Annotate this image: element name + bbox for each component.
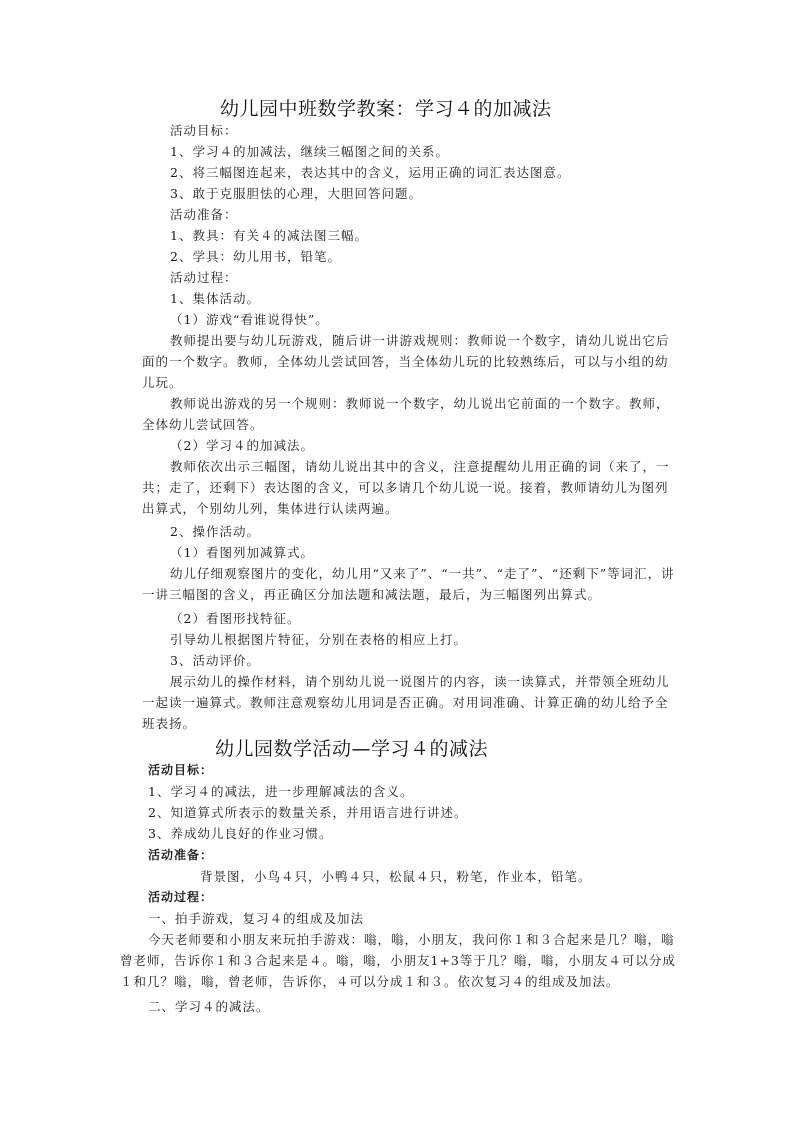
operation-sub-2: （2）看图形找特征。 xyxy=(170,611,301,626)
goal-item-3: 3、敢于克服胆怯的心理，大胆回答问题。 xyxy=(170,186,422,201)
goal-heading: 活动目标： xyxy=(170,123,238,138)
paragraph-5: 引导幼儿根据图片特征，分别在表格的相应上打。 xyxy=(170,632,468,647)
goal2-item-2: 2、知道算式所表示的数量关系，并用语言进行讲述。 xyxy=(148,805,468,820)
paragraph-1: 教师提出要与幼儿玩游戏，随后讲一讲游戏规则：教师说一个数字，请幼儿说出它后面的一个数字。教师，全体幼儿尝试回答，当全体幼儿玩的比较熟练后，可以与小组的幼儿玩。 xyxy=(142,333,670,390)
process-heading: 活动过程： xyxy=(170,270,238,285)
paragraph-2: 教师说出游戏的另一个规则：教师说一个数字，幼儿说出它前面的一个数字。教师，全体幼儿尝试回答。 xyxy=(142,396,670,432)
paragraph-6: 展示幼儿的操作材料，请个别幼儿说一说图片的内容，读一读算式，并带领全班幼儿一起读一遍算式。教师注意观察幼儿用词是否正确。对用词准确、计算正确的幼儿给予全班表扬。 xyxy=(142,674,670,731)
goal-heading-2: 活动目标： xyxy=(148,763,214,777)
step-1: 一、拍手游戏，复习４的组成及加法 xyxy=(148,911,365,926)
game-heading: （1）游戏“看谁说得快”。 xyxy=(170,312,329,327)
prep-item-2: 2、学具：幼儿用书，铅笔。 xyxy=(170,249,341,264)
prep-materials: 背景图，小鸟４只，小鸭４只，松鼠４只，粉笔，作业本，铅笔。 xyxy=(200,869,592,884)
evaluation-heading: 3、活动评价。 xyxy=(170,653,260,668)
process-step-1: 1、集体活动。 xyxy=(170,291,260,306)
lesson-title-2: 幼儿园数学活动—学习４的减法 xyxy=(215,738,489,760)
paragraph-3: 教师依次出示三幅图，请幼儿说出其中的含义，注意提醒幼儿用正确的词（来了，一共；走了，还剩下）表达图的含义，可以多请几个幼儿说一说。接着，教师请幼儿为图列出算式，个别幼儿列，集体进行认读两遍。 xyxy=(142,459,670,516)
operation-sub-1: （1）看图列加减算式。 xyxy=(170,545,314,560)
learn-heading: （2）学习４的加减法。 xyxy=(170,438,314,453)
paragraph-4: 幼儿仔细观察图片的变化，幼儿用“又来了”、“一共”、“走了”、“还剩下”等词汇，讲一讲三幅图的含义，再正确区分加法题和减法题，最后，为三幅图列出算式。 xyxy=(142,566,675,602)
step-2: 二、学习４的减法。 xyxy=(148,999,270,1014)
goal-item-1: 1、学习４的加减法，继续三幅图之间的关系。 xyxy=(170,144,449,159)
lesson-title-1: 幼儿园中班数学教案：学习４的加减法 xyxy=(220,98,552,120)
goal2-item-3: 3、养成幼儿良好的作业习惯。 xyxy=(148,826,333,841)
prep-item-1: 1、教具：有关４的减法图三幅。 xyxy=(170,228,368,243)
process-heading-2: 活动过程： xyxy=(148,890,214,904)
goal2-item-1: 1、学习４的减法，进一步理解减法的含义。 xyxy=(148,784,414,799)
paragraph-game: 今天老师要和小朋友来玩拍手游戏：嗡，嗡，小朋友，我问你１和３合起来是几？嗡，嗡曾老师，告诉你１和３合起来是４。嗡，嗡，小朋友1+3等于几？嗡，嗡，小朋友４可以分成１和几？嗡，嗡，曾老师，告诉你，４可以分成１和３。依次复习４的组成及加法。 xyxy=(120,932,676,989)
prep-heading-2: 活动准备： xyxy=(148,848,214,862)
goal-item-2: 2、将三幅图连起来，表达其中的含义，运用正确的词汇表达图意。 xyxy=(170,165,571,180)
operation-heading: 2、操作活动。 xyxy=(170,524,260,539)
prep-heading: 活动准备： xyxy=(170,207,238,222)
